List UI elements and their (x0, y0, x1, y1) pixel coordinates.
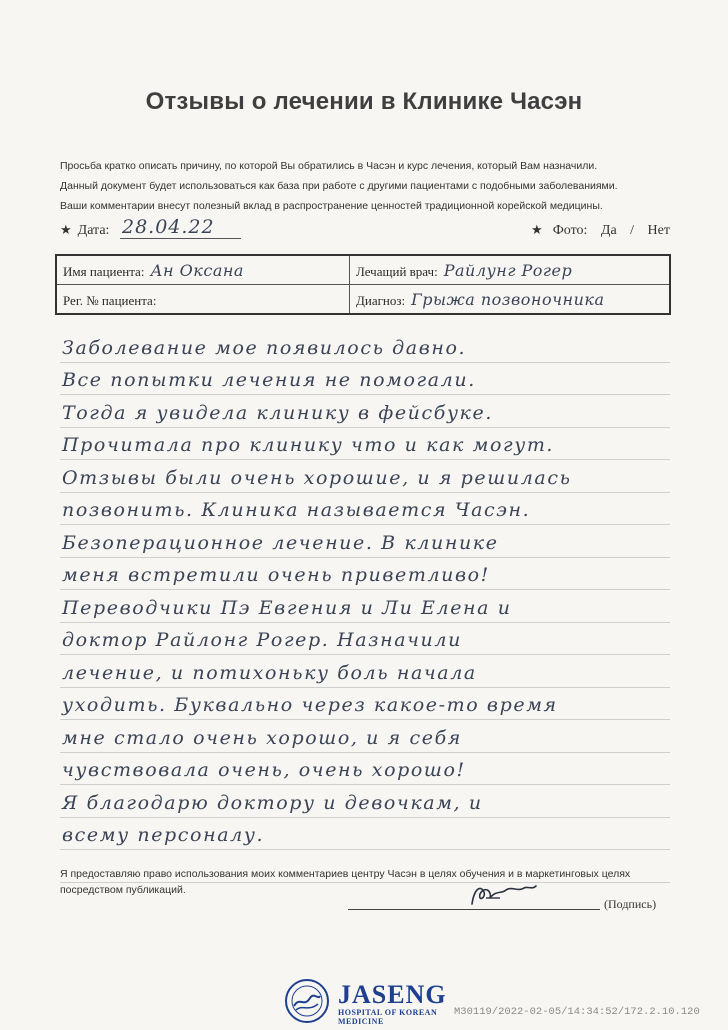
review-line-text: лечение, и потихоньку боль начала (62, 661, 477, 684)
star-icon: ★ (60, 222, 72, 237)
signature-mark (466, 880, 546, 910)
intro-text (60, 156, 700, 216)
scan-stamp: M30119/2022-02-05/14:34:52/172.2.10.120 (454, 1006, 700, 1018)
date-value: 28.04.22 (120, 216, 241, 239)
review-line (60, 330, 670, 363)
review-line (60, 623, 670, 656)
signature-label: (Подпись) (604, 897, 657, 911)
signature-row[interactable] (348, 882, 668, 912)
review-line-text: Переводчики Пэ Евгения и Ли Елена и (62, 596, 512, 619)
consent-text: Я предоставляю право использования моих комментариев центру Часэн в целях обучения и в маркетинговых целях посредством публикаций. (60, 868, 631, 896)
review-line (60, 818, 670, 851)
review-line (60, 655, 670, 688)
review-line (60, 720, 670, 753)
patient-reg-label: Рег. № пациента: (63, 292, 157, 308)
diagnosis-cell[interactable] (350, 285, 671, 315)
patient-name-value: Ан Оксана (150, 260, 244, 280)
review-line-text: всему персоналу. (62, 824, 265, 846)
page-title: Отзывы о лечении в Клинике Часэн (145, 88, 583, 115)
review-line (60, 590, 670, 623)
review-line-text: Отзывы были очень хорошие, и я решилась (62, 466, 572, 489)
photo-no-option[interactable]: Нет (647, 223, 670, 238)
review-line-text: позвонить. Клиника называется Часэн. (62, 499, 531, 521)
review-line-text: чувствовала очень, очень хорошо! (62, 759, 466, 781)
review-line-text: Заболевание мое появилось давно. (62, 336, 467, 359)
clinic-emblem-icon (284, 978, 330, 1024)
photo-separator: / (630, 223, 635, 238)
review-line (60, 460, 670, 493)
logo-subtitle: HOSPITAL OF KOREAN MEDICINE (338, 1008, 438, 1026)
review-line-text: Прочитала про клинику что и как могут. (62, 434, 555, 456)
doctor-cell[interactable] (350, 255, 671, 285)
review-line-text: Я благодарю доктору и девочкам, и (62, 791, 483, 814)
review-line-text: Тогда я увидела клинику в фейсбуке. (62, 401, 493, 424)
review-line (60, 785, 670, 818)
doctor-value: Райлунг Рогер (443, 260, 573, 280)
review-line-text: меня встретили очень приветливо! (62, 564, 490, 586)
review-line-text: Безоперационное лечение. В клинике (62, 531, 499, 554)
photo-yes-option[interactable]: Да (600, 223, 617, 238)
review-line (60, 688, 670, 721)
patient-reg-cell[interactable] (56, 285, 350, 315)
review-line-text: Все попытки лечения не помогали. (62, 369, 476, 391)
star-icon: ★ (531, 222, 543, 237)
diagnosis-label: Диагноз: (356, 292, 406, 308)
photo-label: Фото: (552, 223, 588, 238)
intro-line: Данный документ будет использоваться как база при работе с другими пациентами с подобными заболеваниями. (60, 180, 618, 192)
review-lined-area[interactable] (60, 330, 670, 883)
review-line-text: уходить. Буквально через какое-то время (62, 694, 558, 716)
date-photo-row (60, 218, 670, 244)
patient-name-cell[interactable] (56, 255, 350, 285)
review-line-text: мне стало очень хорошо, и я себя (62, 726, 462, 749)
patient-info-table (55, 254, 671, 315)
diagnosis-value: Грыжа позвоночника (411, 289, 605, 309)
doctor-label: Лечащий врач: (356, 263, 438, 279)
review-line (60, 753, 670, 786)
review-line (60, 363, 670, 396)
review-line (60, 493, 670, 526)
date-field (60, 222, 109, 239)
review-line (60, 525, 670, 558)
patient-name-label: Имя пациента: (63, 263, 145, 279)
logo-text (338, 982, 484, 1026)
logo-name: JASENG (338, 980, 447, 1009)
photo-field (527, 222, 670, 239)
date-label: Дата: (77, 223, 110, 238)
review-line (60, 395, 670, 428)
review-line-text: доктор Райлонг Рогер. Назначили (62, 629, 462, 651)
review-line (60, 428, 670, 461)
intro-line: Просьба кратко описать причину, по которой Вы обратились в Часэн и курс лечения, который Вам назначили. (60, 160, 598, 172)
review-line (60, 558, 670, 591)
intro-line: Ваши комментарии внесут полезный вклад в распространение ценностей традиционной корейской медицины. (60, 200, 603, 212)
